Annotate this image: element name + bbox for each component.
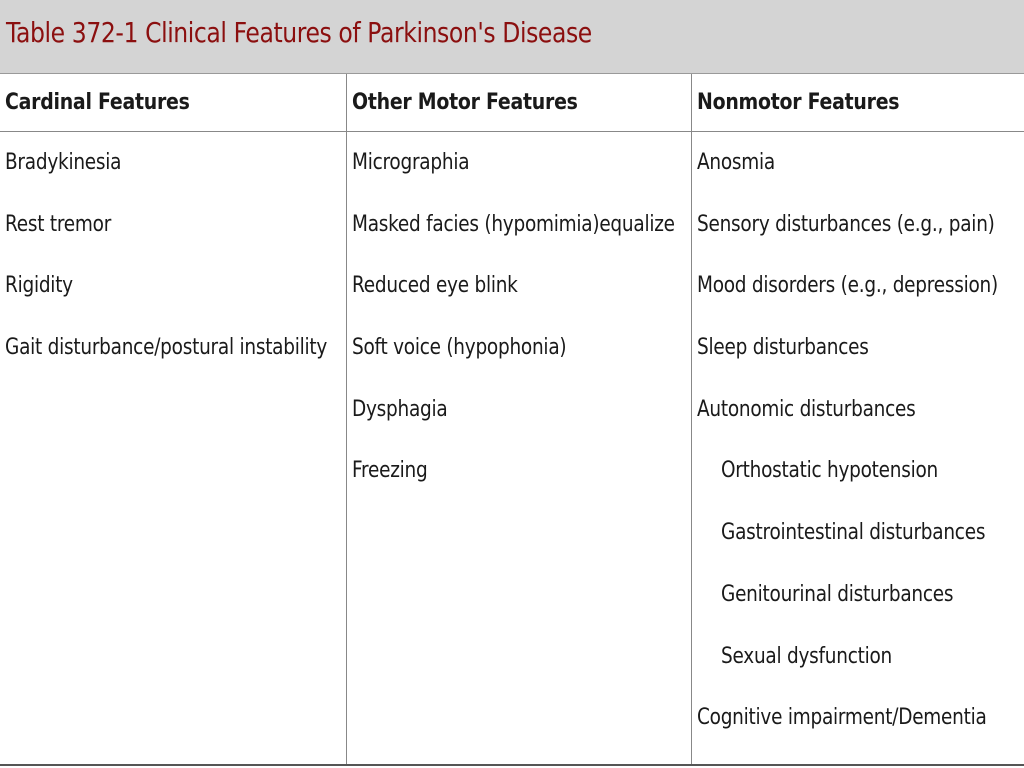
list-item: Sleep disturbances bbox=[696, 335, 869, 361]
column-header-label: Other Motor Features bbox=[351, 90, 578, 115]
column-cell-nonmotor bbox=[691, 132, 1024, 766]
list-item: Freezing bbox=[351, 458, 427, 484]
list-item: Gait disturbance/postural instability bbox=[5, 335, 328, 361]
list-item-sub: Genitourinal disturbances bbox=[720, 581, 953, 607]
list-item: Mood disorders (e.g., depression) bbox=[696, 273, 998, 299]
list-item: Autonomic disturbances bbox=[696, 396, 916, 422]
column-header-label: Cardinal Features bbox=[5, 90, 190, 115]
column-header-label: Nonmotor Features bbox=[696, 90, 899, 115]
list-item: Bradykinesia bbox=[5, 150, 122, 175]
table-title: Table 372-1 Clinical Features of Parkinson's Disease bbox=[6, 16, 592, 49]
header-row bbox=[0, 74, 1024, 132]
list-item-sub: Orthostatic hypotension bbox=[720, 458, 938, 484]
list-item: Masked facies (hypomimia)equalize bbox=[351, 211, 675, 237]
list-item: Rigidity bbox=[5, 273, 73, 299]
clinical-features-table bbox=[0, 74, 1024, 766]
column-cell-other-motor bbox=[346, 132, 691, 766]
column-header-cardinal bbox=[0, 74, 346, 132]
list-item: Dysphagia bbox=[351, 396, 447, 422]
list-item: Anosmia bbox=[696, 150, 775, 175]
table-row bbox=[0, 132, 1024, 766]
list-item: Soft voice (hypophonia) bbox=[351, 335, 566, 361]
table-title-bar bbox=[0, 0, 1024, 74]
list-item: Rest tremor bbox=[5, 211, 112, 237]
column-cell-cardinal bbox=[0, 132, 346, 766]
list-item: Cognitive impairment/Dementia bbox=[696, 705, 987, 731]
column-header-nonmotor bbox=[691, 74, 1024, 132]
column-header-other-motor bbox=[346, 74, 691, 132]
list-item: Reduced eye blink bbox=[351, 273, 518, 299]
list-item: Micrographia bbox=[351, 150, 469, 175]
list-item-sub: Gastrointestinal disturbances bbox=[720, 520, 985, 546]
list-item-sub: Sexual dysfunction bbox=[720, 643, 892, 669]
list-item: Sensory disturbances (e.g., pain) bbox=[696, 211, 995, 237]
